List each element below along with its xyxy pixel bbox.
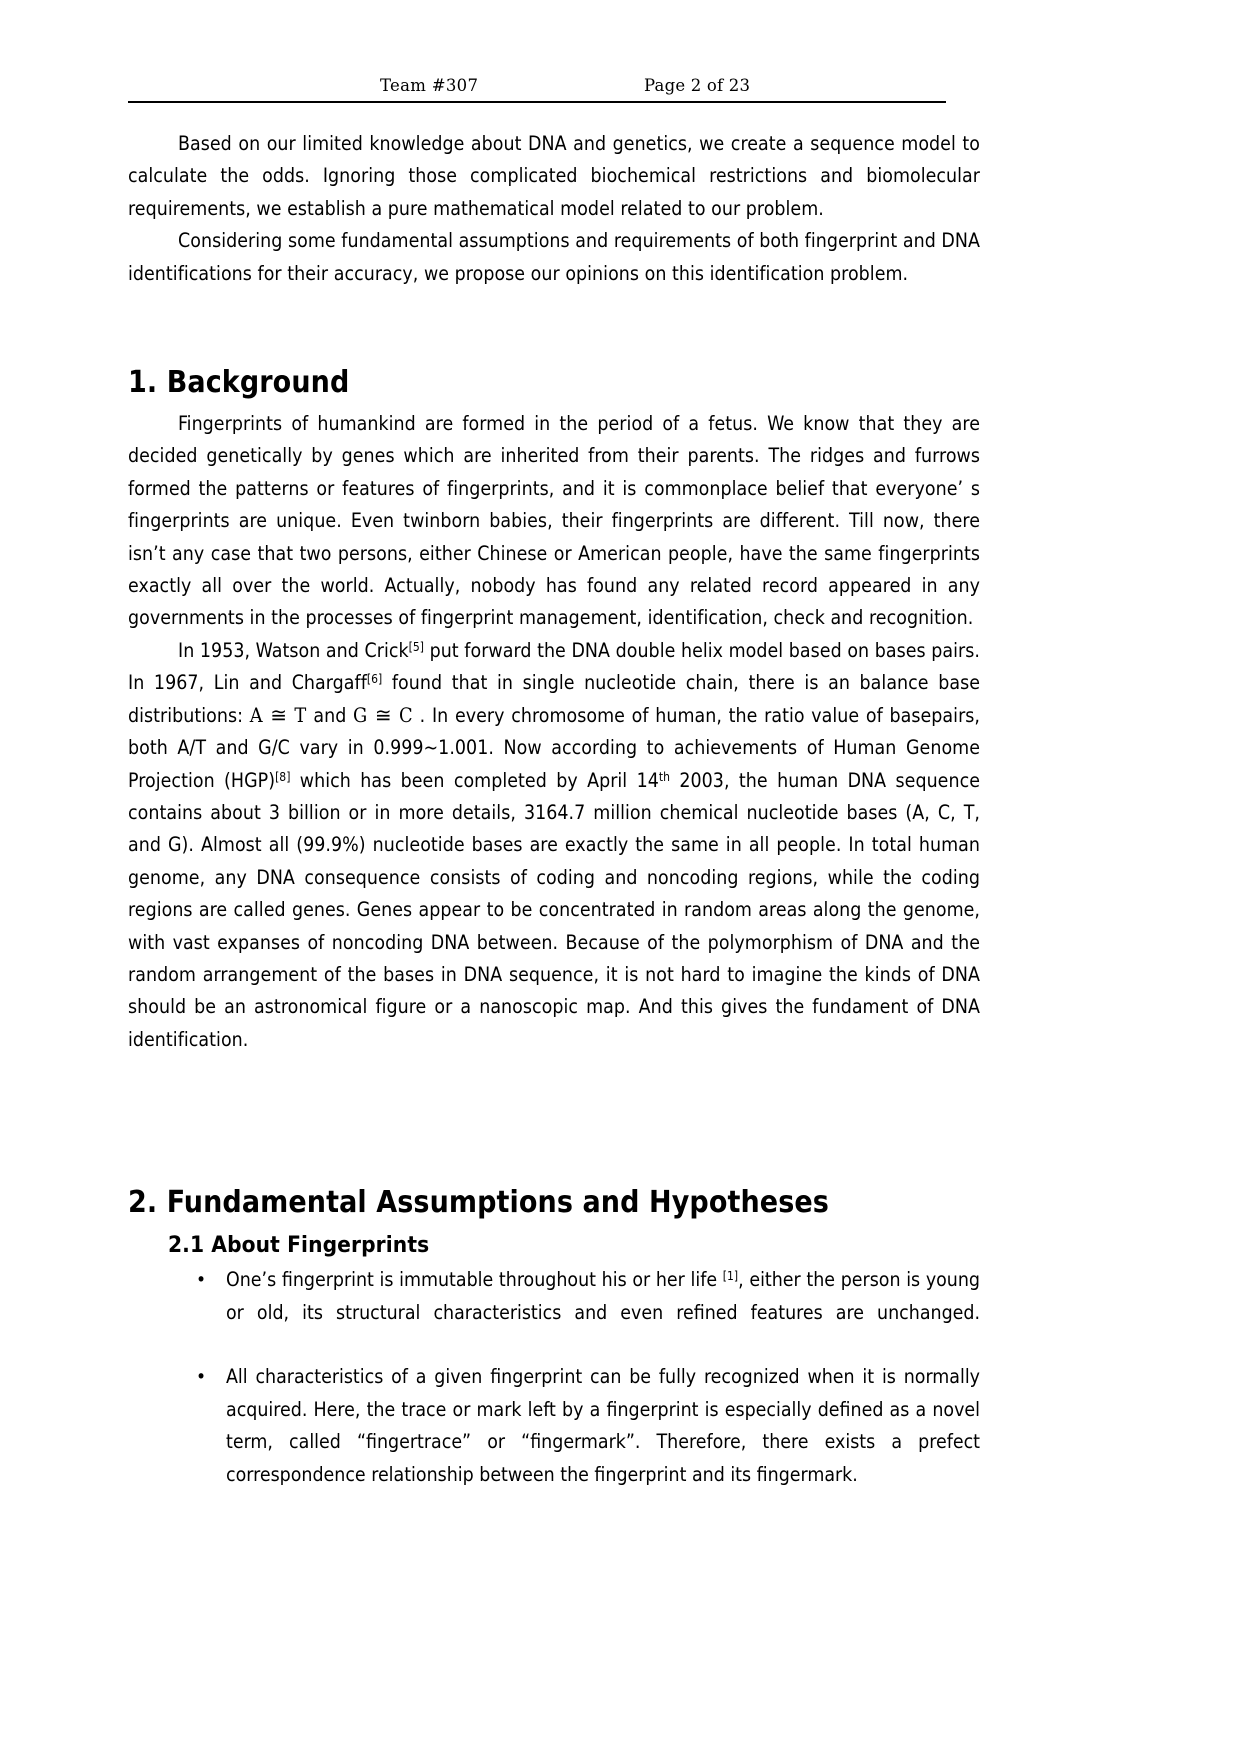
- section-1-paragraph-1: Fingerprints of humankind are formed in the period of a fetus. We know that they are decided genetically by genes which are inherited from their parents. The ridges and furrows formed the patterns or features of fingerprints, and it is commonplace belief that everyone’ s fingerprints are unique. Even twinborn babies, their fingerprints are different. Till now, there isn’t any case that two persons, either Chinese or American people, have the same fingerprints exactly all over the world. Actually, nobody has found any related record appeared in any governments in the processes of fingerprint management, identification, check and recognition.: [128, 412, 980, 630]
- bullet-1-part-1: One’s fingerprint is immutable throughout his or her life: [226, 1268, 723, 1292]
- list-item: [168, 1264, 980, 1361]
- math-expression-gc: G ≅ C: [353, 703, 413, 727]
- reference-marker-5: [5]: [408, 639, 424, 654]
- p2-text-2: put forward the DNA double helix model based on bases pairs. In 1967, Lin and Chargaff: [128, 638, 980, 695]
- subsection-2-1-block: [128, 1230, 980, 1491]
- header-page-number: Page 2 of 23: [644, 76, 751, 95]
- reference-marker-1: [1]: [722, 1268, 739, 1283]
- spacer-after-intro: [128, 290, 980, 364]
- section-1-heading: 1. Background: [128, 365, 350, 401]
- math-expression-at: A ≅ T: [249, 703, 307, 727]
- p2-text-6: which has been completed by April 14: [290, 768, 659, 792]
- section-1-paragraph-2: [128, 635, 980, 1056]
- list-item: [168, 1361, 980, 1491]
- bullet-1-part-2: , either the person is young or old, its structural characteristics and even refined features are unchanged.: [226, 1268, 981, 1324]
- header-divider-rule: [128, 101, 946, 103]
- spacer-before-section-2: [128, 1056, 980, 1184]
- p2-text-5: . In every chromosome of human, the ratio value of basepairs, both A/T and G/C vary in 0.999~1.001. Now according to achievements of Human Genome Projection (HGP): [128, 703, 981, 792]
- p2-text-7: 2003, the human DNA sequence contains about 3 billion or in more details, 3164.7 million chemical nucleotide bases (A, C, T, and G). Almost all (99.9%) nucleotide bases are exactly the same in all people. In total human genome, any DNA consequence consists of coding and noncoding regions, while the coding regions are called genes. Genes appear to be concentrated in random areas along the genome, with vast expanses of noncoding DNA between. Because of the polymorphism of DNA and the random arrangement of the bases in DNA sequence, it is not hard to imagine the kinds of DNA should be an astronomical figure or a nanoscopic map. And this gives the fundament of DNA identification.: [128, 768, 980, 1051]
- header-team-label: Team #307: [380, 76, 479, 95]
- ordinal-suffix-th: th: [658, 769, 670, 784]
- section-2-heading: 2. Fundamental Assumptions and Hypotheses: [128, 1185, 829, 1221]
- reference-marker-6: [6]: [366, 672, 383, 687]
- spacer-after-section-2-heading: [128, 1222, 980, 1230]
- reference-marker-8: [8]: [275, 769, 291, 784]
- bullet-1-text: [226, 1268, 980, 1356]
- p2-text-1: In 1953, Watson and Crick: [178, 638, 409, 662]
- bullet-2-text: All characteristics of a given fingerprint can be fully recognized when it is normally acquired. Here, the trace or mark left by a fingerprint is especially defined as a novel term, called “fingertrace” or “fingermark”. Therefore, there exists a prefect correspondence relationship between the fingerprint and its fingermark.: [226, 1365, 980, 1486]
- page-header-row: [128, 72, 946, 100]
- intro-paragraph-2: Considering some fundamental assumptions and requirements of both fingerprint and DNA identifications for their accuracy, we propose our opinions on this identification problem.: [128, 229, 980, 285]
- page-header: [128, 72, 946, 100]
- p2-text-3: found that in single nucleotide chain, there is an balance base distributions:: [128, 671, 981, 727]
- intro-paragraph-1: Based on our limited knowledge about DNA and genetics, we create a sequence model to calculate the odds. Ignoring those complicated biochemical restrictions and biomolecular requirements, we establish a pure mathematical model related to our problem.: [128, 132, 980, 220]
- assumptions-bullet-list: [168, 1264, 980, 1491]
- document-body: [128, 128, 980, 1491]
- p2-text-4: and: [306, 703, 354, 727]
- subsection-2-1-heading: 2.1 About Fingerprints: [168, 1232, 430, 1259]
